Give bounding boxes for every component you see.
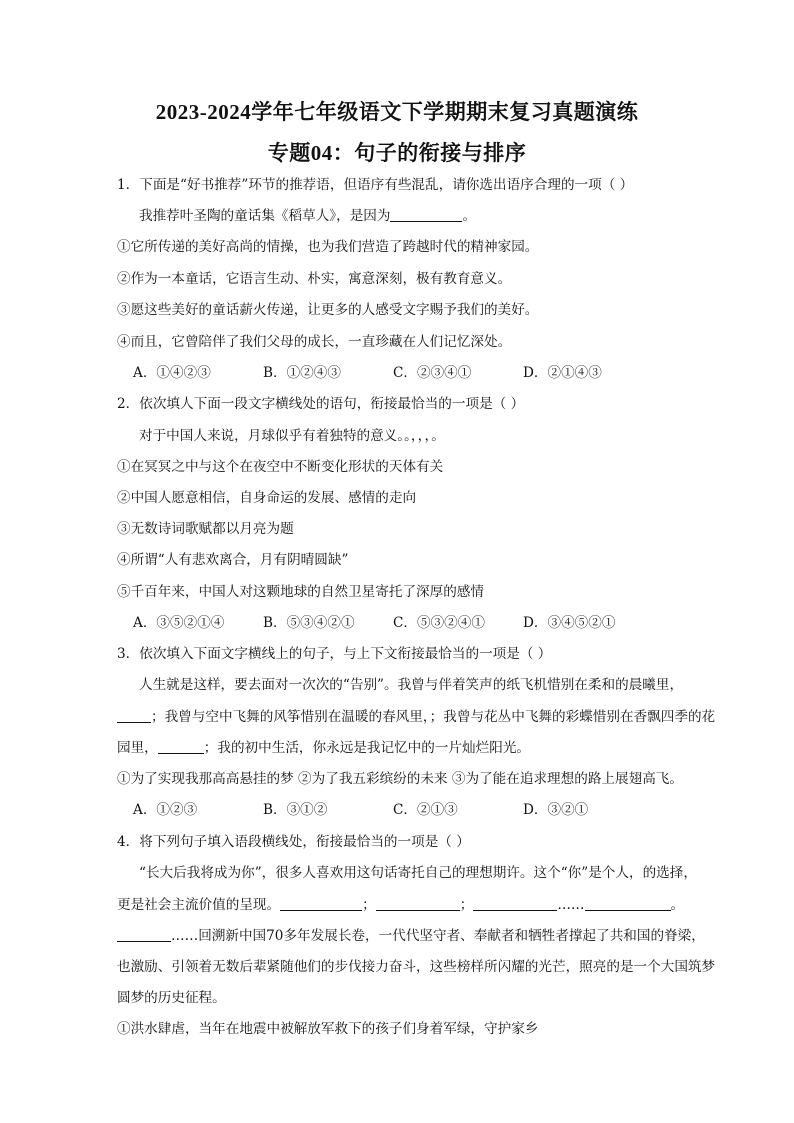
question-3-paragraph-line-2	[117, 708, 715, 726]
question-4-separator-2: ；	[459, 897, 474, 913]
answer-blank	[376, 896, 460, 911]
question-2-item-3: ③无数诗词歌赋都以月亮为题	[117, 521, 294, 537]
question-3-option-c: C．②①③	[393, 802, 458, 818]
question-4-paragraph-line-5: 圆梦的历史征程。	[117, 990, 226, 1006]
answer-blank	[117, 927, 171, 942]
answer-blank	[585, 896, 671, 911]
answer-blank	[117, 708, 151, 723]
question-2-option-d: D．③④⑤②①	[523, 615, 616, 631]
question-3-paragraph-line-1: 人生就是这样，要去面对一次次的“告别”。我曾与伴着笑声的纸飞机惜别在柔和的晨曦里，	[139, 677, 684, 693]
question-2-stem: 2．依次填人下面一段文字横线处的语句，衔接最恰当的一项是（ ）	[117, 396, 525, 412]
question-3-paragraph-text-2: ；我曾与空中飞舞的风筝惜别在温暖的春风里，；我曾与花丛中飞舞的彩蝶惜别在香飘四季的花	[151, 709, 716, 725]
question-4-separator-1: ；	[362, 897, 376, 913]
question-2-item-2: ②中国人愿意相信，自身命运的发展、感情的走向	[117, 490, 417, 506]
question-1-lead	[139, 207, 476, 225]
question-4-line-end: 。	[670, 897, 685, 913]
question-4-paragraph-line-4: 也激励、引领着无数后辈紧随他们的步伐接力奋斗，这些榜样所闪耀的光芒，照亮的是一个大国筑梦	[117, 959, 716, 975]
question-3-paragraph-line-3	[117, 739, 530, 757]
question-3-option-b: B．③①②	[263, 802, 328, 818]
question-2-option-a: A．③⑤②①④	[133, 615, 225, 631]
question-2-item-5: ⑤千百年来，中国人对这颗地球的自然卫星寄托了深厚的感情	[117, 584, 485, 600]
question-2-option-b: B．⑤③④②①	[263, 615, 355, 631]
question-3-items: ①为了实现我那高高悬挂的梦 ②为了我五彩缤纷的未来 ③为了能在追求理想的路上展翅高飞。	[117, 771, 683, 787]
question-4-paragraph-line-2	[117, 896, 684, 914]
question-3-paragraph-text-3a: 园里，	[117, 740, 158, 756]
question-1-lead-text: 我推荐叶圣陶的童话集《稻草人》，是因为	[139, 208, 391, 224]
question-3-option-d: D．③②①	[523, 802, 589, 818]
question-3-stem: 3．依次填入下面文字横线上的句子，与上下文衔接最恰当的一项是（ ）	[117, 646, 552, 662]
question-2-item-4: ④所谓“人有悲欢离合，月有阴晴圆缺”	[117, 552, 349, 568]
answer-blank	[158, 739, 204, 754]
question-4-stem: 4．将下列句子填入语段横线处，衔接最恰当的一项是（ ）	[117, 834, 470, 850]
question-1-lead-end: 。	[462, 208, 477, 224]
question-1-item-3: ③愿这些美好的童话薪火传递，让更多的人感受文字赐予我们的美好。	[117, 302, 539, 318]
question-4-paragraph-line-1: “长大后我将成为你”，很多人喜欢用这句话寄托自己的理想期许。这个“你”是个人，的选择，	[139, 865, 697, 881]
question-3-option-a: A．①②③	[133, 802, 198, 818]
answer-blank	[280, 896, 362, 911]
question-1-option-b: B．①②④③	[263, 365, 341, 381]
question-2-lead: 对于中国人来说，月球似乎有着独特的意义。。，，，。	[139, 428, 445, 444]
document-title: 2023-2024学年七年级语文下学期期末复习真题演练	[155, 100, 639, 124]
answer-blank	[473, 896, 557, 911]
question-4-item-1: ①洪水肆虐，当年在地震中被解放军救下的孩子们身着军绿，守护家乡	[117, 1021, 539, 1037]
question-1-item-2: ②作为一本童话，它语言生动、朴实，寓意深刻，极有教育意义。	[117, 271, 512, 287]
question-2-item-1: ①在冥冥之中与这个在夜空中不断变化形状的天体有关	[117, 459, 444, 475]
question-1-stem: 1．下面是“好书推荐”环节的推荐语，但语序有些混乱，请你选出语序合理的一项（ ）	[117, 177, 634, 193]
question-4-paragraph-text-3: ……回溯新中国70多年发展长卷，一代代坚守者、奉献者和牺牲者撑起了共和国的脊梁，	[171, 928, 705, 944]
question-1-item-1: ①它所传递的美好高尚的情操，也为我们营造了跨越时代的精神家园。	[117, 239, 539, 255]
question-2-option-c: C．⑤③②④①	[393, 615, 485, 631]
question-1-option-a: A．①④②③	[133, 365, 211, 381]
question-1-option-d: D．②①④③	[523, 365, 602, 381]
question-4-paragraph-text-2: 更是社会主流价值的呈现。	[117, 897, 281, 913]
question-4-paragraph-line-3	[117, 927, 705, 945]
question-1-item-4: ④而且，它曾陪伴了我们父母的成长，一直珍藏在人们记忆深处。	[117, 334, 512, 350]
document-subtitle: 专题04：句子的衔接与排序	[267, 141, 527, 165]
question-3-paragraph-text-3b: ；我的初中生活，你永远是我记忆中的一片灿烂阳光。	[203, 740, 531, 756]
answer-blank	[390, 207, 462, 222]
question-1-option-c: C．②③④①	[393, 365, 472, 381]
question-4-separator-3: ……	[557, 897, 585, 913]
